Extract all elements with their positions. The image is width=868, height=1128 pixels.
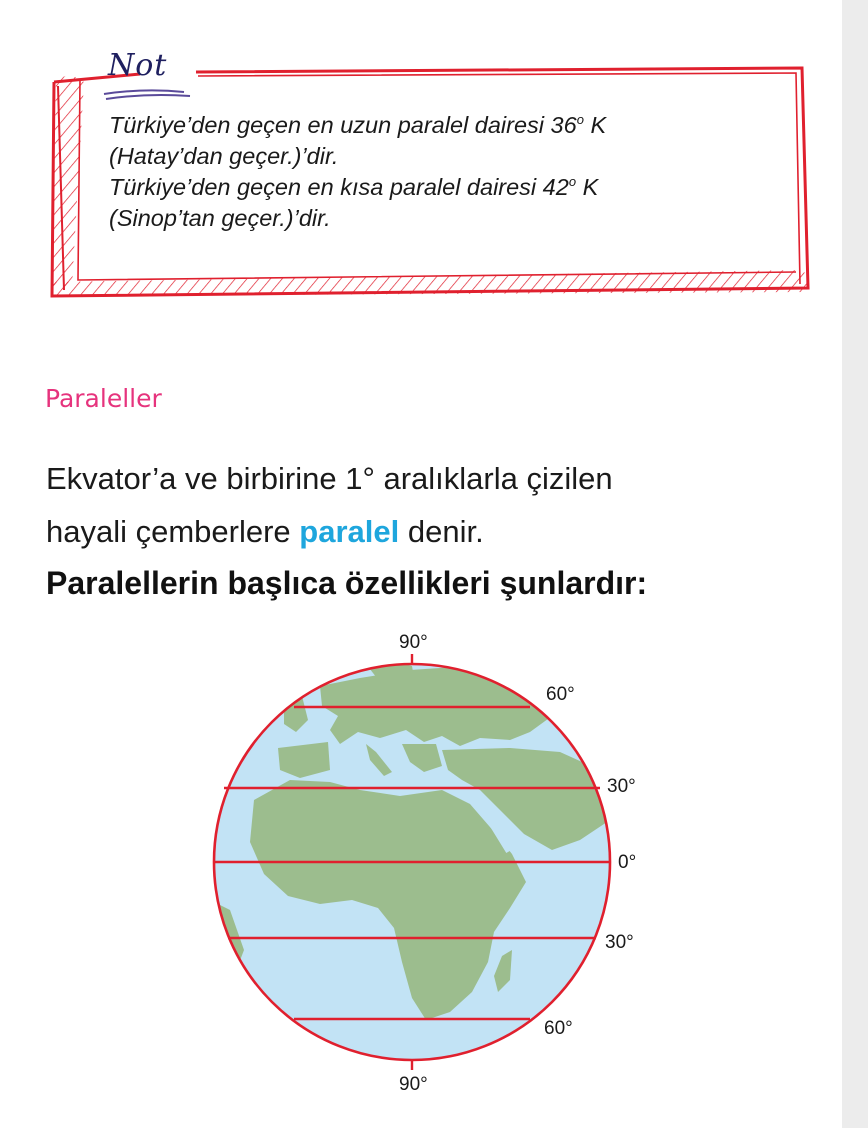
note-line-1: Türkiye’den geçen en uzun paralel dairesi 36$^o$ K — [109, 112, 607, 138]
note-text — [109, 110, 799, 234]
label-30n: 30° — [607, 776, 636, 797]
note-line-2: (Hatay’dan geçer.)’dir. — [109, 143, 339, 169]
scrollbar-track[interactable] — [842, 0, 868, 1128]
section-title: Paraleller — [45, 384, 162, 413]
label-60s: 60° — [544, 1018, 573, 1039]
keyword-paralel: paralel — [299, 514, 400, 549]
globe-figure — [180, 620, 680, 1110]
globe-illustration — [180, 620, 680, 1110]
label-30s: 30° — [605, 932, 634, 953]
note-line-4: (Sinop’tan geçer.)’dir. — [109, 205, 331, 231]
label-60n: 60° — [546, 684, 575, 705]
note-title: Not — [108, 48, 168, 83]
paragraph-line-1: Ekvator’a ve birbirine 1° aralıklarla çizilen — [46, 461, 613, 496]
label-equator: 0° — [618, 852, 637, 873]
note-line-3: Türkiye’den geçen en kısa paralel dairesi 42$^o$ K — [109, 174, 599, 200]
paragraph-line-2: hayali çemberlere paralel denir. — [46, 514, 484, 549]
features-heading: Paralellerin başlıca özellikleri şunlardır: — [46, 565, 648, 601]
label-north-pole: 90° — [399, 632, 428, 653]
definition-paragraph — [46, 452, 806, 558]
label-south-pole: 90° — [399, 1074, 428, 1095]
